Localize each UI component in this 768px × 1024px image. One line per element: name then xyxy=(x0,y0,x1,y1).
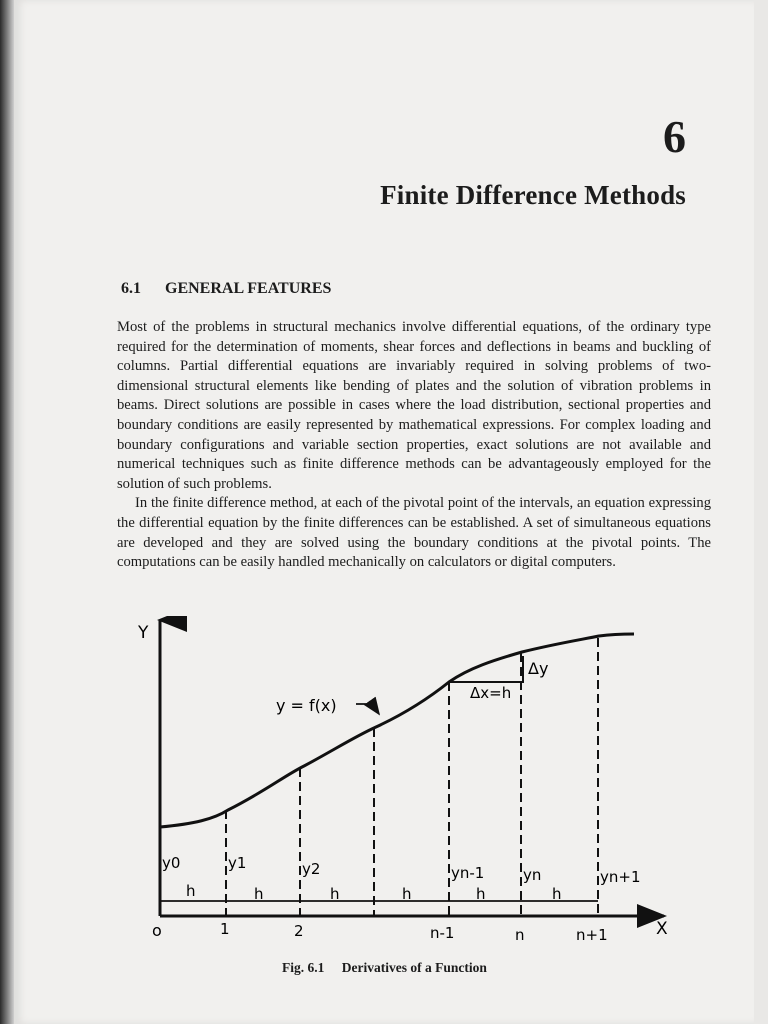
x-axis-label: X xyxy=(656,919,668,939)
ordinate-lines xyxy=(226,638,598,916)
interval-label: h xyxy=(402,885,412,903)
origin-label: o xyxy=(152,921,162,940)
section-title: GENERAL FEATURES xyxy=(165,280,332,297)
ordinate-label: y0 xyxy=(162,854,181,872)
interval-label: h xyxy=(552,885,562,903)
delta-y-label: Δy xyxy=(528,659,549,678)
curve-label-pointer xyxy=(356,704,379,714)
interval-label: h xyxy=(186,882,196,900)
x-tick-label: n+1 xyxy=(576,926,608,944)
ordinate-label: y2 xyxy=(302,860,321,878)
ordinate-label: yn-1 xyxy=(451,864,485,882)
section-heading xyxy=(121,280,331,298)
paragraph: Most of the problems in structural mechanics involve differential equations, of the ordinary type required for the determination of moments, shear forces and deflections in beams and buckling of columns. Partial differential equations are invariably required in solving problems of two-dimensional structural elements like bending of plates and the solution of vibration problems in beams. Direct solutions are possible in cases where the load distribution, sectional properties and boundary conditions are easily represented by mathematical expressions. For complex loading and boundary configurations and variable section properties, exact solutions are not available and numerical techniques such as finite difference methods can be advantageously employed for the solution of such problems. xyxy=(117,319,711,492)
section-number: 6.1 xyxy=(121,280,141,297)
chapter-number: 6 xyxy=(663,111,686,162)
figure-caption-text: Derivatives of a Function xyxy=(341,960,487,975)
curve-label: y = f(x) xyxy=(276,696,337,715)
delta-x-label: Δx=h xyxy=(470,684,512,702)
body-text xyxy=(117,318,711,573)
ordinate-label: yn+1 xyxy=(600,868,641,886)
x-tick-label: 1 xyxy=(220,920,230,938)
interval-label: h xyxy=(476,885,486,903)
ordinate-label: y1 xyxy=(228,854,247,872)
ordinate-label: yn xyxy=(523,866,542,884)
interval-label: h xyxy=(330,885,340,903)
figure-finite-difference xyxy=(124,616,684,956)
figure-caption xyxy=(282,960,487,976)
chapter-title: Finite Difference Methods xyxy=(380,180,686,210)
book-page xyxy=(14,0,754,1024)
book-spine-shadow xyxy=(0,0,14,1024)
x-tick-label: n xyxy=(515,926,525,944)
x-tick-label: n-1 xyxy=(430,924,455,942)
paragraph: In the finite difference method, at each of the pivotal point of the intervals, an equation expressing the differential equation by the finite differences can be established. A set of simultaneous equations are developed and they are solved using the boundary conditions at the pivotal points. The computations can be easily handled mechanically on calculators or digital computers. xyxy=(117,495,711,571)
function-curve xyxy=(160,634,634,827)
x-tick-label: 2 xyxy=(294,922,304,940)
y-axis-label: Y xyxy=(138,623,149,643)
ordinate-labels xyxy=(162,854,641,886)
figure-caption-label: Fig. 6.1 xyxy=(282,960,325,975)
interval-label: h xyxy=(254,885,264,903)
x-tick-labels xyxy=(220,920,608,944)
